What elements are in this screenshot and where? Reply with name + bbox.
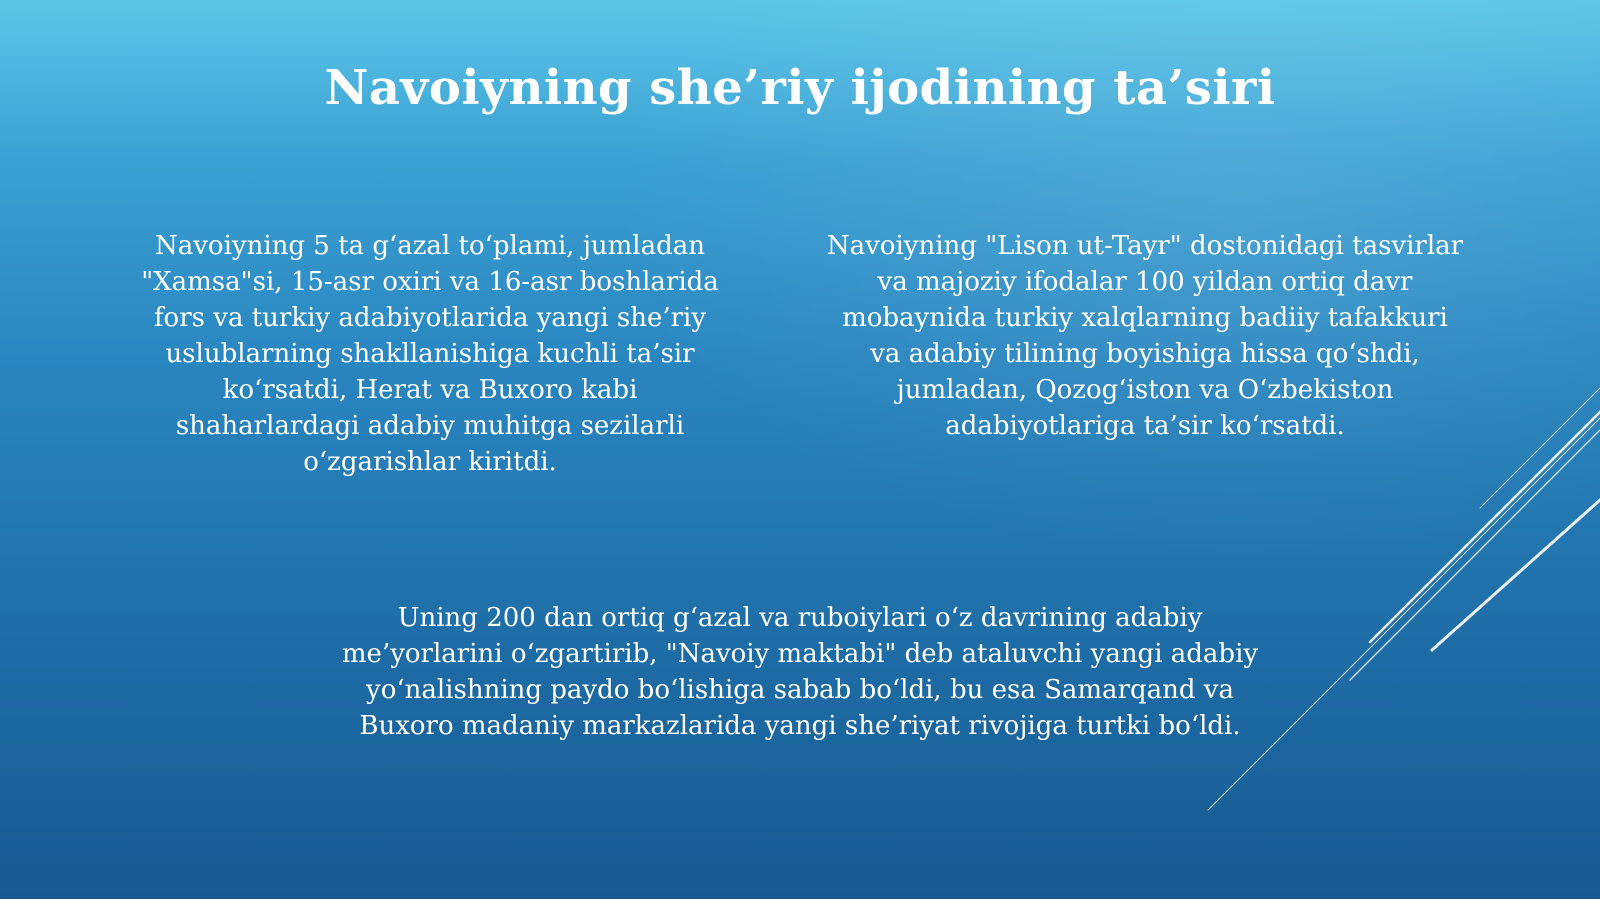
right-paragraph: Navoiyning "Lison ut-Tayr" dostonidagi tasvirlar va majoziy ifodalar 100 yildan ortiq davr mobaynida turkiy xalqlarning badiiy tafakkuri va adabiy tilining boyishiga hissa qo‘shdi, jumladan, Qozog‘iston va O‘zbekiston adabiyotlariga ta’sir ko‘rsatdi. <box>826 231 1464 441</box>
decor-line-2 <box>1350 430 1600 680</box>
decor-line-3 <box>1370 412 1600 642</box>
left-paragraph: Navoiyning 5 ta g‘azal to‘plami, jumladan "Xamsa"si, 15-asr oxiri va 16-asr boshlarida fors va turkiy adabiyotlarida yangi she’riy uslublarning shakllanishiga kuchli ta’sir ko‘rsatdi, Herat va Buxoro kabi shaharlardagi adabiy muhitga sezilarli o‘zgarishlar kiritdi. <box>141 231 719 477</box>
bottom-paragraph: Uning 200 dan ortiq g‘azal va ruboiylari o‘z davrining adabiy me’yorlarini o‘zgartirib, "Navoiy maktabi" deb ataluvchi yangi adabiy yo‘nalishning paydo bo‘lishiga sabab bo‘ldi, bu esa Samarqand va Buxoro madaniy markazlarida yangi she’riyat rivojiga turtki bo‘ldi. <box>341 603 1259 741</box>
decor-line-4 <box>1432 500 1600 650</box>
slide-title: Navoiyning she’riy ijodining ta’siri <box>324 60 1276 116</box>
